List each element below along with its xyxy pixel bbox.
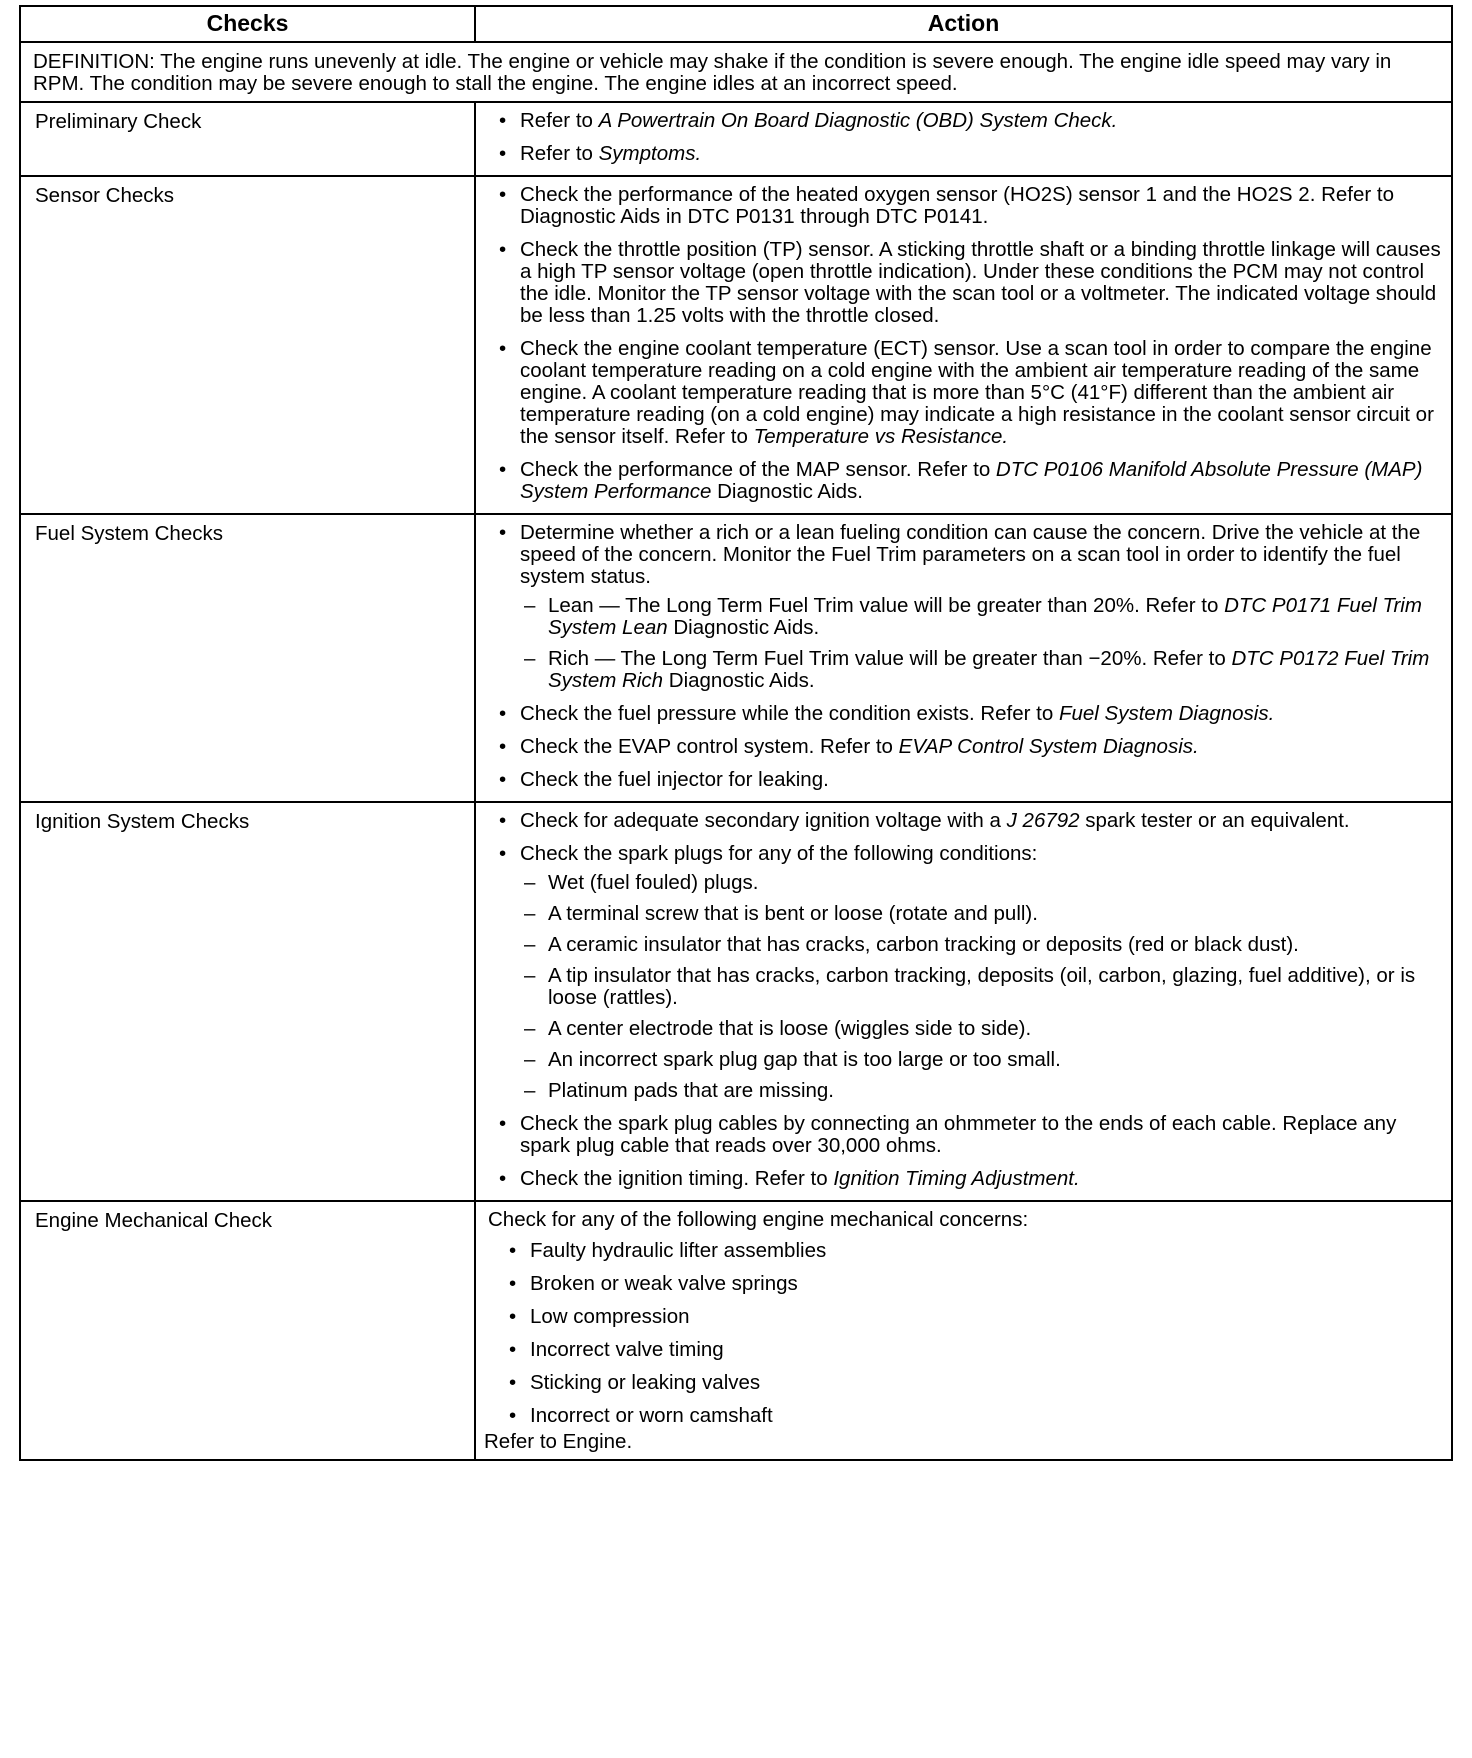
check-name: Sensor Checks: [20, 176, 475, 514]
table-row: [20, 176, 1452, 514]
outro-text: Refer to Engine.: [484, 1430, 633, 1453]
check-name: Fuel System Checks: [20, 514, 475, 802]
list-item: • Check the performance of the MAP sensor. Refer to DTC P0106 Manifold Absolute Pressure (MAP) System Performance Diagnostic Aids.: [520, 459, 1441, 503]
sub-list-item: – A terminal screw that is bent or loose (rotate and pull).: [548, 903, 1441, 925]
table-row: [20, 1201, 1452, 1460]
list-item: • Check the engine coolant temperature (ECT) sensor. Use a scan tool in order to compare the engine coolant temperature reading on a cold engine with the ambient air temperature reading of the same engine. A coolant temperature reading that is more than 5°C (41°F) different than the ambient air temperature reading (on a cold engine) may indicate a high resistance in the coolant sensor circuit or the sensor itself. Refer to Temperature vs Resistance.: [520, 338, 1441, 448]
table-row: [20, 514, 1452, 802]
check-name: Ignition System Checks: [20, 802, 475, 1201]
list-item: • Check for adequate secondary ignition voltage with a J 26792 spark tester or an equivalent.: [520, 810, 1441, 832]
sub-list-item: – Platinum pads that are missing.: [548, 1080, 1441, 1102]
header-row: [20, 6, 1452, 42]
checks-column-header: Checks: [20, 6, 475, 42]
action-cell: [475, 1201, 1452, 1460]
sub-list-item: – A ceramic insulator that has cracks, carbon tracking or deposits (red or black dust).: [548, 934, 1441, 956]
action-cell: [475, 176, 1452, 514]
sub-list-item: – An incorrect spark plug gap that is too large or too small.: [548, 1049, 1441, 1071]
check-name: Preliminary Check: [20, 102, 475, 176]
list-item: • Check the spark plugs for any of the following conditions: – Wet (fuel fouled) plugs. – A terminal screw that is bent or loose (rotate and pull). – A ceramic insulator that has cracks, carbon tracking or deposits (red or black dust). – A tip insulator that has cracks, carbon tracking, deposits (oil, carbon, glazing, fuel additive), or is loose (rattles). – A center electrode that is loose (wiggles side to side). – An incorrect spark plug gap that is too large or too small. – Platinum pads that are missing.: [520, 843, 1441, 1102]
list-item: • Sticking or leaking valves: [530, 1372, 1441, 1394]
list-item: • Check the EVAP control system. Refer to EVAP Control System Diagnosis.: [520, 736, 1441, 758]
list-item: • Determine whether a rich or a lean fueling condition can cause the concern. Drive the vehicle at the speed of the concern. Monitor the Fuel Trim parameters on a scan tool in order to identify the fuel system status. – Lean — The Long Term Fuel Trim value will be greater than 20%. Refer to DTC P0171 Fuel Trim System Lean Diagnostic Aids. – Rich — The Long Term Fuel Trim value will be greater than −20%. Refer to DTC P0172 Fuel Trim System Rich Diagnostic Aids.: [520, 522, 1441, 692]
list-item: • Incorrect valve timing: [530, 1339, 1441, 1361]
sub-list-item: – Wet (fuel fouled) plugs.: [548, 872, 1441, 894]
table-row: [20, 802, 1452, 1201]
intro-text: Check for any of the following engine mechanical concerns:: [488, 1208, 1029, 1231]
list-item: • Incorrect or worn camshaft: [530, 1405, 1441, 1427]
list-item: • Check the performance of the heated oxygen sensor (HO2S) sensor 1 and the HO2S 2. Refer to Diagnostic Aids in DTC P0131 through DTC P0141.: [520, 184, 1441, 228]
list-item: • Check the ignition timing. Refer to Ignition Timing Adjustment.: [520, 1168, 1441, 1190]
diagnostic-table: [19, 5, 1453, 1461]
list-item: • Check the throttle position (TP) sensor. A sticking throttle shaft or a binding throttle linkage will causes a high TP sensor voltage (open throttle indication). Under these conditions the PCM may not control the idle. Monitor the TP sensor voltage with the scan tool or a voltmeter. The indicated voltage should be less than 1.25 volts with the throttle closed.: [520, 239, 1441, 327]
list-item: • Check the fuel injector for leaking.: [520, 769, 1441, 791]
sub-list-item: – A tip insulator that has cracks, carbon tracking, deposits (oil, carbon, glazing, fuel additive), or is loose (rattles).: [548, 965, 1441, 1009]
list-item: • Faulty hydraulic lifter assemblies: [530, 1240, 1441, 1262]
action-cell: [475, 102, 1452, 176]
list-item: • Broken or weak valve springs: [530, 1273, 1441, 1295]
sub-list-item: – Lean — The Long Term Fuel Trim value will be greater than 20%. Refer to DTC P0171 Fuel Trim System Lean Diagnostic Aids.: [548, 595, 1441, 639]
action-cell: [475, 514, 1452, 802]
sub-list-item: – A center electrode that is loose (wiggles side to side).: [548, 1018, 1441, 1040]
action-column-header: Action: [475, 6, 1452, 42]
table-row: [20, 102, 1452, 176]
list-item: • Low compression: [530, 1306, 1441, 1328]
list-item: • Check the fuel pressure while the condition exists. Refer to Fuel System Diagnosis.: [520, 703, 1441, 725]
list-item: • Refer to A Powertrain On Board Diagnostic (OBD) System Check.: [520, 110, 1441, 132]
action-cell: [475, 802, 1452, 1201]
check-name: Engine Mechanical Check: [20, 1201, 475, 1460]
list-item: • Refer to Symptoms.: [520, 143, 1441, 165]
sub-list-item: – Rich — The Long Term Fuel Trim value will be greater than −20%. Refer to DTC P0172 Fuel Trim System Rich Diagnostic Aids.: [548, 648, 1441, 692]
definition-text: DEFINITION: The engine runs unevenly at idle. The engine or vehicle may shake if the condition is severe enough. The engine idle speed may vary in RPM. The condition may be severe enough to stall the engine. The engine idles at an incorrect speed.: [20, 42, 1452, 102]
definition-row: [20, 42, 1452, 102]
list-item: • Check the spark plug cables by connecting an ohmmeter to the ends of each cable. Replace any spark plug cable that reads over 30,000 ohms.: [520, 1113, 1441, 1157]
